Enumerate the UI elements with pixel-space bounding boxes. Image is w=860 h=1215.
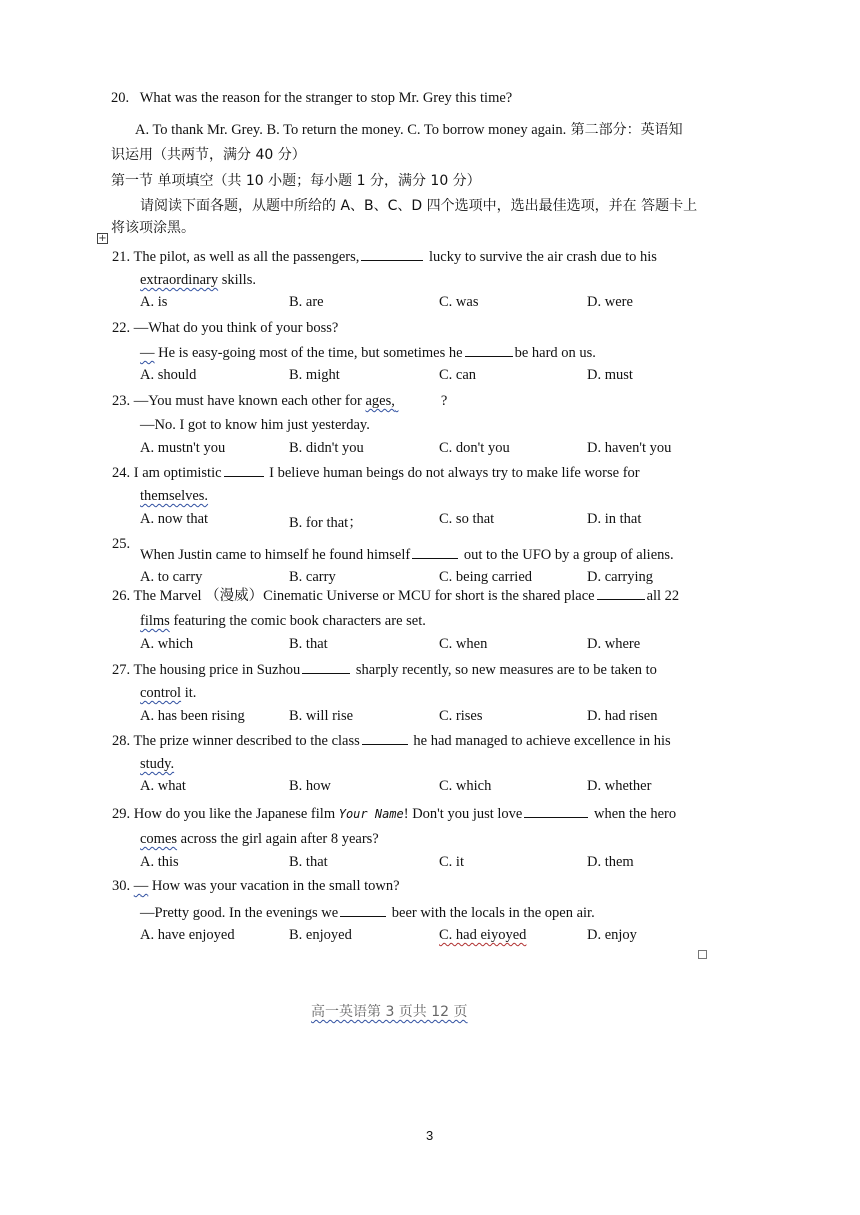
question-text: out to the UFO by a group of aliens. [460,547,674,563]
flagged-word: extraordinary [140,272,219,288]
flagged-word: films [140,613,170,629]
question-text: beer with the locals in the open air. [388,905,595,921]
option-a: A. which [140,636,194,652]
question-number: 21. [112,249,131,265]
option-b: B. carry [289,569,336,585]
q20-options: A. To thank Mr. Grey. B. To return the money. C. To borrow money again. [135,122,567,138]
option-d: D. had risen [587,708,658,724]
flagged-word: study. [140,756,175,772]
option-b: B. didn't you [289,440,364,456]
option-d: D. haven't you [587,440,672,456]
question-21-cont [140,271,256,289]
question-number: 26. [112,588,131,604]
question-text: The prize winner described to the class [133,733,360,749]
option-b: B. enjoyed [289,927,352,943]
section-title: 第一节 单项填空（共 10 小题；每小题 1 分，满分 10 分） [111,173,481,189]
option-c: C. rises [439,708,483,724]
question-text: —You must have known each other for [133,393,366,409]
question-text: featuring the comic book characters are set. [169,613,426,629]
question-28-cont [140,755,174,773]
option-d: D. carrying [587,569,654,585]
film-title: Your Name [338,807,404,821]
option-b: B. for that； [289,515,363,531]
question-number: 27. [112,662,131,678]
option-b: B. that [289,854,328,870]
question-text: lucky to survive the air crash due to his [425,249,657,265]
option-d: D. them [587,854,634,870]
option-d: D. in that [587,511,642,527]
question-text: What was the reason for the stranger to stop Mr. Grey this time? [139,90,513,106]
q20-options-line [135,121,683,139]
flagged-word: comes [140,831,178,847]
option-c: C. which [439,778,492,794]
paragraph-mark-icon [698,950,707,959]
question-text: be hard on us. [514,345,596,361]
option-d: D. whether [587,778,652,794]
option-b: B. are [289,294,324,310]
answer-blank [395,392,441,410]
question-text: The pilot, as well as all the passengers, [133,249,360,265]
question-24-cont [140,487,208,505]
part-title-cont: 识运用（共两节，满分 40 分） [111,147,306,163]
question-text: The housing price in Suzhou [133,662,301,678]
option-c: C. can [439,367,477,383]
page-footer: 高一英语第 3 页共 12 页 [311,1004,468,1020]
question-text: sharply recently, so new measures are to be taken to [352,662,657,678]
question-27 [112,660,657,679]
option-c: C. when [439,636,488,652]
question-text: —Pretty good. In the evenings we [140,905,339,921]
question-29 [112,804,676,823]
question-20 [111,89,512,107]
flagged-word: themselves. [140,488,209,504]
question-number: 23. [112,393,131,409]
question-24 [112,463,640,482]
question-22-cont [140,343,596,362]
question-number: 29. [112,806,131,822]
section-instruction-cont: 将该项涂黑。 [111,220,195,236]
answer-blank [465,343,513,357]
flagged-dash: — [140,345,155,361]
question-text: How do you like the Japanese film [133,806,339,822]
answer-blank [597,586,645,600]
question-text: when the hero [590,806,677,822]
option-a: A. is [140,294,168,310]
option-c: C. being carried [439,569,533,585]
option-b: B. how [289,778,331,794]
option-b: B. might [289,367,340,383]
option-d: D. must [587,367,633,383]
question-text: How was your vacation in the small town? [148,878,400,894]
question-22 [112,319,338,337]
option-a: A. has been rising [140,708,245,724]
question-25 [140,545,674,564]
question-text: he had managed to achieve excellence in his [409,733,671,749]
question-30 [112,877,400,895]
question-text: I am optimistic [133,465,222,481]
answer-blank [412,545,458,559]
question-26 [112,586,679,605]
option-b: B. will rise [289,708,354,724]
flagged-word: control [140,685,182,701]
option-c: C. had eiyoyed [439,927,527,943]
question-text: He is easy-going most of the time, but sometimes he [154,345,463,361]
answer-blank [340,903,386,917]
option-b: B. that [289,636,328,652]
question-text: I believe human beings do not always try to make life worse for [265,465,640,481]
table-move-handle-icon[interactable]: + [98,233,107,244]
option-c: C. don't you [439,440,510,456]
question-text: ! Don't you just love [403,806,523,822]
answer-blank [362,731,408,745]
page-number: 3 [426,1128,434,1143]
question-text: When Justin came to himself he found himself [140,547,411,563]
question-text: The Marvel （漫威）Cinematic Universe or MCU for short is the shared place [133,588,595,604]
question-text: ? [440,393,448,409]
option-a: A. should [140,367,197,383]
option-a: A. now that [140,511,209,527]
answer-blank [224,463,264,477]
question-number: 24. [112,465,131,481]
question-text: —What do you think of your boss? [133,320,339,336]
option-c: C. it [439,854,464,870]
option-a: A. what [140,778,186,794]
question-30-cont [140,903,595,922]
question-text: all 22 [646,588,680,604]
question-text: skills. [218,272,256,288]
question-number: 28. [112,733,131,749]
option-a: A. have enjoyed [140,927,235,943]
question-21 [112,247,657,266]
answer-blank [361,247,423,261]
question-text: it. [181,685,197,701]
question-number: 20. [111,90,130,106]
option-a: A. this [140,854,179,870]
question-number: 22. [112,320,131,336]
question-28 [112,731,671,750]
option-c: C. so that [439,511,495,527]
answer-blank [524,804,588,818]
flagged-dash: — [133,878,149,894]
question-29-cont [140,830,379,848]
question-25-number: 25. [112,536,131,552]
question-23 [112,392,447,410]
question-23-cont: —No. I got to know him just yesterday. [140,417,370,433]
option-d: D. were [587,294,633,310]
option-a: A. to carry [140,569,203,585]
answer-blank [302,660,350,674]
section-instruction: 请阅读下面各题，从题中所给的 A、B、C、D 四个选项中，选出最佳选项，并在 答题卡上 [140,198,698,214]
question-text: across the girl again after 8 years? [177,831,379,847]
question-27-cont [140,684,196,702]
option-c: C. was [439,294,479,310]
question-26-cont [140,612,426,630]
part-title: 第二部分：英语知 [566,122,683,138]
option-d: D. enjoy [587,927,637,943]
option-a: A. mustn't you [140,440,226,456]
option-d: D. where [587,636,641,652]
flagged-word: ages, [365,393,395,409]
question-number: 30. [112,878,131,894]
